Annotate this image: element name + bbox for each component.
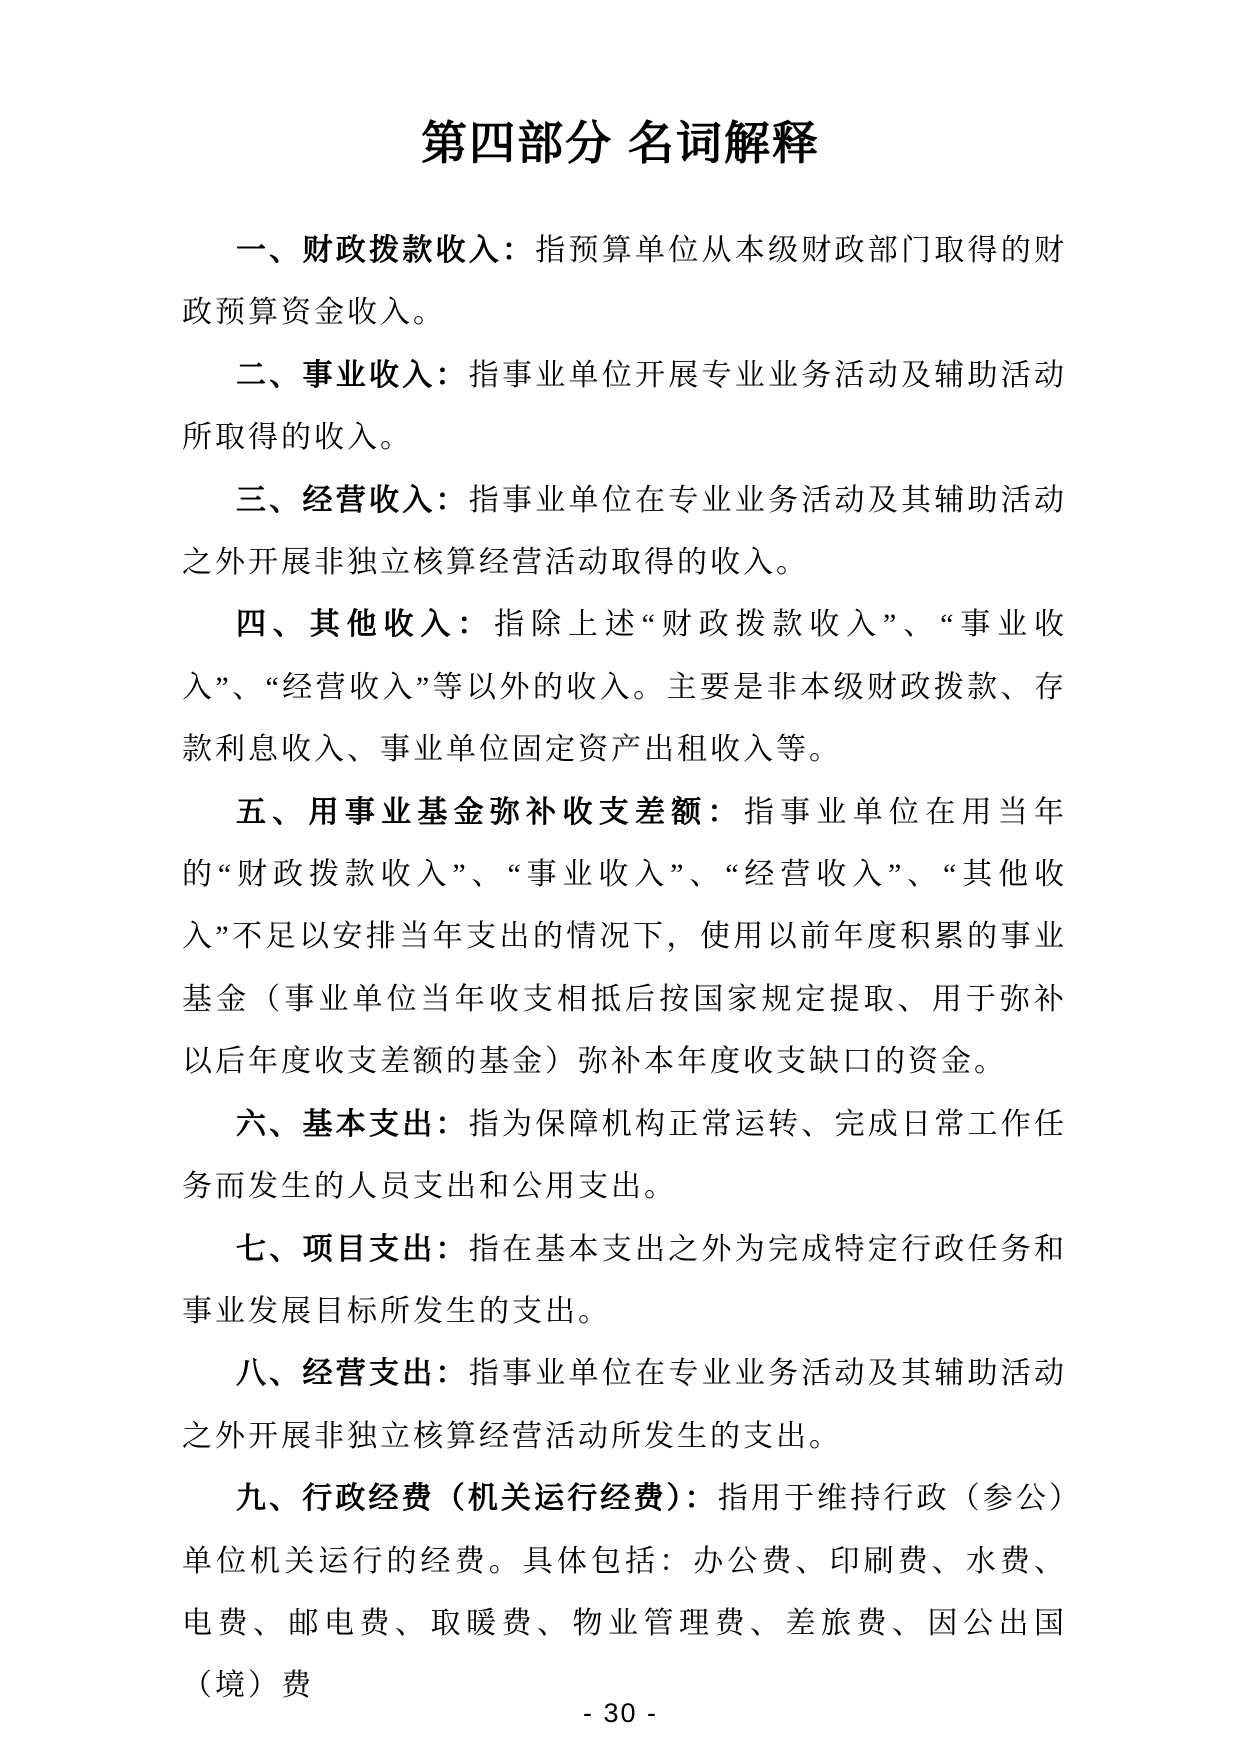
glossary-term: 四、其他收入： [236, 608, 495, 642]
glossary-entry-9 [182, 1468, 1067, 1718]
document-body [182, 220, 1067, 1718]
glossary-term: 八、经营支出： [236, 1357, 469, 1391]
glossary-term: 二、事业收入： [236, 358, 469, 392]
glossary-entry-2 [182, 345, 1067, 470]
glossary-definition: 指事业单位在用当年的“财政拨款收入”、“事业收入”、“经营收入”、“其他收入”不足以安排当年支出的情况下，使用以前年度积累的事业基金（事业单位当年收支相抵后按国家规定提取、用于弥补以后年度收支差额的基金）弥补本年度收支缺口的资金。 [182, 795, 1068, 1079]
glossary-definition: 指为保障机构正常运转、完成日常工作任务而发生的人员支出和公用支出。 [182, 1107, 1067, 1204]
glossary-definition: 指事业单位开展专业业务活动及辅助活动所取得的收入。 [182, 358, 1067, 455]
glossary-entry-8 [182, 1343, 1067, 1468]
glossary-term: 六、基本支出： [236, 1107, 469, 1141]
glossary-definition: 指事业单位在专业业务活动及其辅助活动之外开展非独立核算经营活动取得的收入。 [182, 483, 1067, 580]
glossary-entry-1 [182, 220, 1067, 345]
glossary-term: 九、行政经费（机关运行经费）： [236, 1482, 718, 1516]
glossary-entry-5 [182, 782, 1067, 1094]
glossary-definition: 指事业单位在专业业务活动及其辅助活动之外开展非独立核算经营活动所发生的支出。 [182, 1357, 1067, 1453]
page-title: 第四部分 名词解释 [421, 117, 820, 169]
glossary-term: 五、用事业基金弥补收支差额： [236, 795, 744, 829]
page-number: - 30 - [582, 1698, 659, 1728]
glossary-entry-3 [182, 470, 1067, 595]
glossary-definition: 指在基本支出之外为完成特定行政任务和事业发展目标所发生的支出。 [182, 1232, 1067, 1328]
glossary-definition: 指除上述“财政拨款收入”、“事业收入”、“经营收入”等以外的收入。主要是非本级财政拨款、存款利息收入、事业单位固定资产出租收入等。 [182, 608, 1068, 767]
glossary-entry-7 [182, 1219, 1067, 1344]
glossary-entry-6 [182, 1094, 1067, 1219]
glossary-definition: 指预算单位从本级财政部门取得的财政预算资金收入。 [182, 234, 1067, 330]
glossary-entry-4 [182, 594, 1067, 781]
page-footer [0, 1698, 1241, 1729]
glossary-term: 一、财政拨款收入： [236, 234, 536, 267]
glossary-term: 七、项目支出： [236, 1232, 469, 1266]
glossary-definition: 指用于维持行政（参公）单位机关运行的经费。具体包括：办公费、印刷费、水费、电费、邮电费、取暖费、物业管理费、差旅费、因公出国（境）费 [182, 1482, 1068, 1703]
glossary-term: 三、经营收入： [236, 483, 469, 517]
